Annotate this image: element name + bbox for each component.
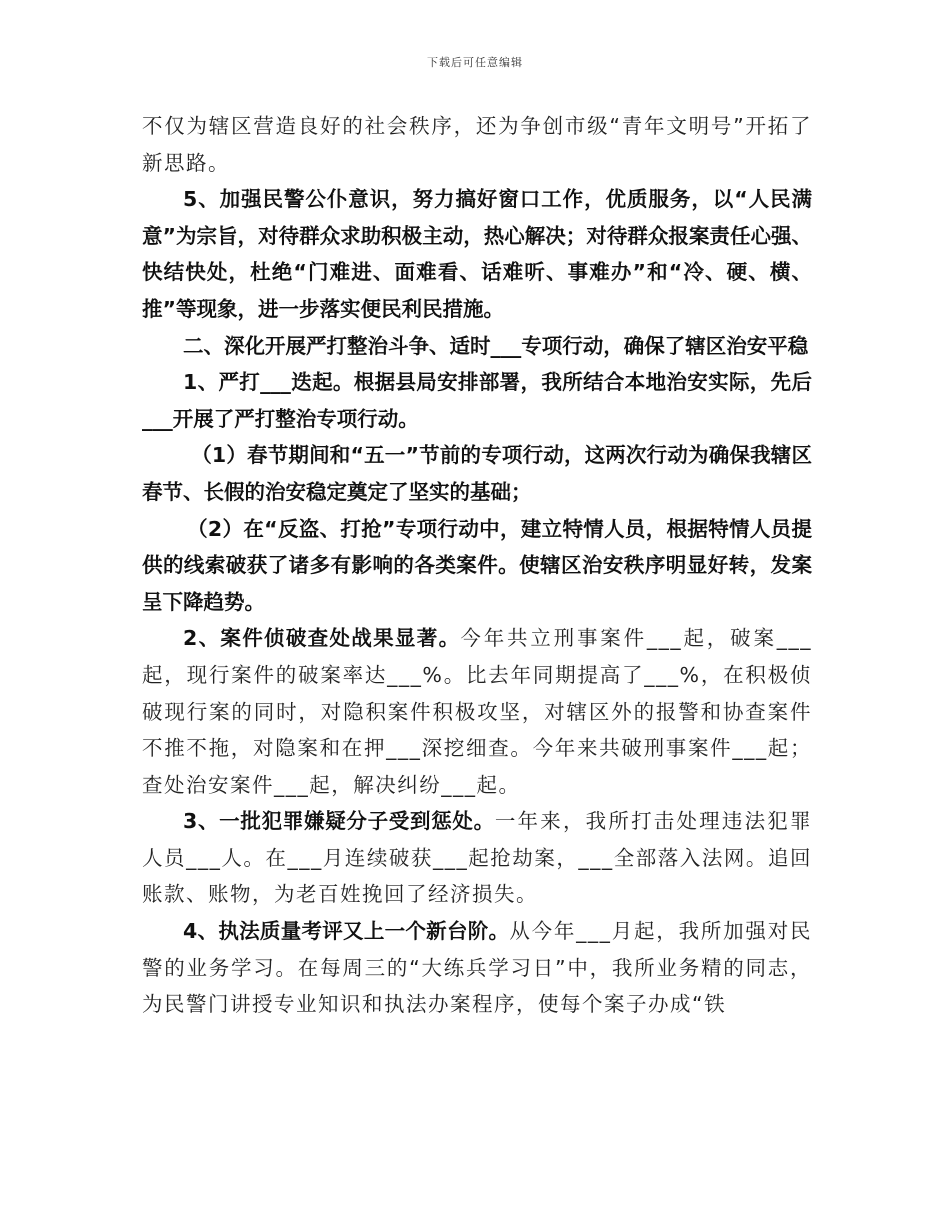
paragraph-5 xyxy=(142,511,812,621)
paragraph-text: 不仅为辖区营造良好的社会秩序，还为争创市级“青年文明号”开拓了新思路。 xyxy=(142,114,812,175)
paragraph-lead: （1）春节期间和“五一”节前的专项行动，这两次行动为确保我辖区春节、长假的治安稳定奠定了坚实的基础； xyxy=(142,443,812,504)
paragraph-text: 从今年___月起，我所加强对民警的业务学习。在每周三的“大练兵学习日”中，我所业务精的同志，为民警门讲授专业知识和执法办案程序，使每个案子办成“铁 xyxy=(142,919,812,1017)
document-body xyxy=(142,108,812,1023)
section-heading-2 xyxy=(142,328,812,365)
paragraph-lead: 1、严打___迭起。根据县局安排部署，我所结合本地治安实际，先后___开展了严打整治专项行动。 xyxy=(142,370,812,431)
paragraph-3 xyxy=(142,364,812,437)
paragraph-4 xyxy=(142,437,812,510)
paragraph-text: 一年来，我所打击处理违法犯罪人员___人。在___月连续破获___起抢劫案，___全部落入法网。追回账款、账物，为老百姓挽回了经济损失。 xyxy=(142,809,813,907)
paragraph-1 xyxy=(142,108,812,181)
paragraph-6 xyxy=(142,620,812,803)
paragraph-lead: 2、案件侦破查处战果显著。 xyxy=(183,626,461,651)
paragraph-8 xyxy=(142,913,812,1023)
paragraph-lead: 二、深化开展严打整治斗争、适时___专项行动，确保了辖区治安平稳 xyxy=(183,333,809,358)
paragraph-lead: 3、一批犯罪嫌疑分子受到惩处。 xyxy=(183,809,495,834)
page-header: 下载后可任意编辑 xyxy=(427,56,523,69)
paragraph-2 xyxy=(142,181,812,327)
paragraph-lead: （2）在“反盗、打抢”专项行动中，建立特情人员，根据特情人员提供的线索破获了诸多有影响的各类案件。使辖区治安秩序明显好转，发案呈下降趋势。 xyxy=(142,516,812,614)
paragraph-7 xyxy=(142,803,812,913)
paragraph-lead: 5、加强民警公仆意识，努力搞好窗口工作，优质服务，以“人民满意”为宗旨，对待群众求助积极主动，热心解决；对待群众报案责任心强、快结快处，杜绝“门难进、面难看、话难听、事难办”和“冷、硬、横、推”等现象，进一步落实便民利民措施。 xyxy=(142,187,812,321)
paragraph-text: 今年共立刑事案件___起，破案___起，现行案件的破案率达___%。比去年同期提高了___%，在积极侦破现行案的同时，对隐积案件积极攻坚，对辖区外的报警和协查案件不推不拖，对隐案和在押___深挖细查。今年来共破刑事案件___起；查处治安案件___起，解决纠纷___起。 xyxy=(142,626,813,797)
paragraph-lead: 4、执法质量考评又上一个新台阶。 xyxy=(183,919,510,944)
